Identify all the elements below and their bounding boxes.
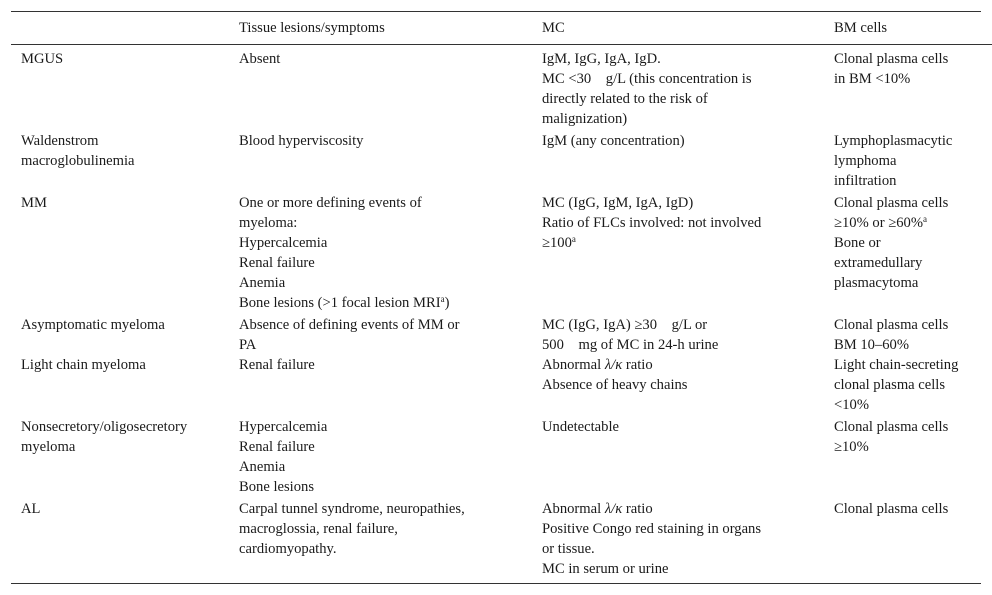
mc-cell [542,193,834,313]
bm-text: Clonal plasma cells [834,501,949,517]
bm-text: Light chain-secreting [834,357,959,373]
mc-text: Undetectable [542,419,619,435]
table-header-row [11,12,992,45]
symptoms-cell [239,417,542,497]
symptom-text: Absent [239,51,281,67]
bm-text: <10% [834,397,869,413]
bm-text: clonal plasma cells [834,377,946,393]
symptom-text: ) [444,295,450,311]
symptom-text: Absence of defining events of MM or [239,317,460,333]
symptoms-cell [239,315,542,355]
table-row [11,131,992,191]
header-bm-cells: BM cells [834,12,992,45]
bm-text: extramedullary [834,255,923,271]
row-name-cell [11,355,239,415]
row-name-cell [11,193,239,313]
row-name: myeloma [21,439,76,455]
table-row [11,193,992,313]
mc-text: Positive Congo red staining in organs [542,521,762,537]
header-tissue-lesions: Tissue lesions/symptoms [239,12,542,45]
mc-text: or tissue. [542,541,595,557]
bm-text: ≥10% [834,439,869,455]
mc-text: Ratio of FLCs involved: not involved [542,215,762,231]
footnote-marker: a [571,234,576,244]
bm-text: BM 10–60% [834,337,909,353]
row-name: macroglobulinemia [21,153,135,169]
symptom-text: Anemia [239,275,286,291]
mc-text: Abnormal [542,501,605,517]
symptoms-cell [239,131,542,191]
header-entity [11,12,239,45]
mc-text: 500 mg of MC in 24-h urine [542,337,719,353]
bm-text: in BM <10% [834,71,911,87]
mc-cell [542,355,834,415]
bm-cell [834,131,992,191]
bm-text: Bone or [834,235,881,251]
bm-text: ≥10% or ≥60% [834,215,923,231]
bm-cell [834,499,992,579]
bm-text: Clonal plasma cells [834,419,949,435]
symptom-text: Bone lesions [239,479,314,495]
symptom-text: myeloma: [239,215,298,231]
mc-cell [542,499,834,579]
mc-text: ratio [622,357,653,373]
row-name: Waldenstrom [21,133,99,149]
mc-text: Absence of heavy chains [542,377,688,393]
symptom-text: Bone lesions (>1 focal lesion MRI [239,295,441,311]
row-name: MM [21,195,47,211]
symptom-text: One or more defining events of [239,195,422,211]
classification-table [11,12,992,583]
symptom-text: Renal failure [239,439,315,455]
bm-cell [834,315,992,355]
symptom-text: Carpal tunnel syndrome, neuropathies, [239,501,465,517]
symptom-text: Renal failure [239,357,315,373]
row-name-cell [11,315,239,355]
row-name: MGUS [21,51,64,67]
bm-text: Clonal plasma cells [834,51,949,67]
row-name: Asymptomatic myeloma [21,317,165,333]
mc-text: ≥100 [542,235,572,251]
mc-text: IgM (any concentration) [542,133,685,149]
mc-text: MC <30 g/L (this concentration is [542,71,752,87]
bm-text: Lymphoplasmacytic [834,133,953,149]
table-row [11,355,992,415]
mc-text: directly related to the risk of [542,91,708,107]
mc-text-line [542,355,824,375]
table-row [11,417,992,497]
table-row [11,499,992,579]
symptom-text: macroglossia, renal failure, [239,521,398,537]
mc-text: MC in serum or urine [542,561,669,577]
mc-text-line [542,233,824,253]
row-name-cell [11,45,239,130]
bm-cell [834,45,992,130]
symptom-text: Renal failure [239,255,315,271]
bm-text: Clonal plasma cells [834,195,949,211]
row-name-cell [11,499,239,579]
footnote-marker: a [922,214,927,224]
ratio-symbol: λ/κ [604,501,623,517]
ratio-symbol: λ/κ [604,357,623,373]
mc-cell [542,45,834,130]
row-name-cell [11,417,239,497]
mc-text: Abnormal [542,357,605,373]
bm-cell [834,355,992,415]
bm-cell [834,193,992,313]
bm-text-line [834,213,992,233]
row-name: Nonsecretory/oligosecretory [21,419,188,435]
symptoms-cell [239,193,542,313]
symptom-text: PA [239,337,257,353]
header-mc: MC [542,12,834,45]
bm-cell [834,417,992,497]
mc-text-line [542,499,824,519]
mc-text: MC (IgG, IgM, IgA, IgD) [542,195,694,211]
row-name-cell [11,131,239,191]
footnote-marker: a [440,294,445,304]
bm-text: lymphoma [834,153,897,169]
row-name: Light chain myeloma [21,357,146,373]
mc-text: ratio [622,501,653,517]
mc-cell [542,315,834,355]
symptom-text: Hypercalcemia [239,419,328,435]
symptom-text-line [239,293,532,313]
table-row [11,315,992,355]
bm-text: plasmacytoma [834,275,919,291]
mc-text: MC (IgG, IgA) ≥30 g/L or [542,317,708,333]
mc-cell [542,131,834,191]
symptom-text: Blood hyperviscosity [239,133,364,149]
symptom-text: cardiomyopathy. [239,541,337,557]
bm-text: infiltration [834,173,897,189]
classification-table-container [11,11,981,584]
symptom-text: Anemia [239,459,286,475]
symptoms-cell [239,355,542,415]
mc-text: IgM, IgG, IgA, IgD. [542,51,661,67]
symptoms-cell [239,45,542,130]
symptoms-cell [239,499,542,579]
bm-text: Clonal plasma cells [834,317,949,333]
table-row [11,45,992,130]
mc-text: malignization) [542,111,628,127]
symptom-text: Hypercalcemia [239,235,328,251]
row-name: AL [21,501,41,517]
mc-cell [542,417,834,497]
